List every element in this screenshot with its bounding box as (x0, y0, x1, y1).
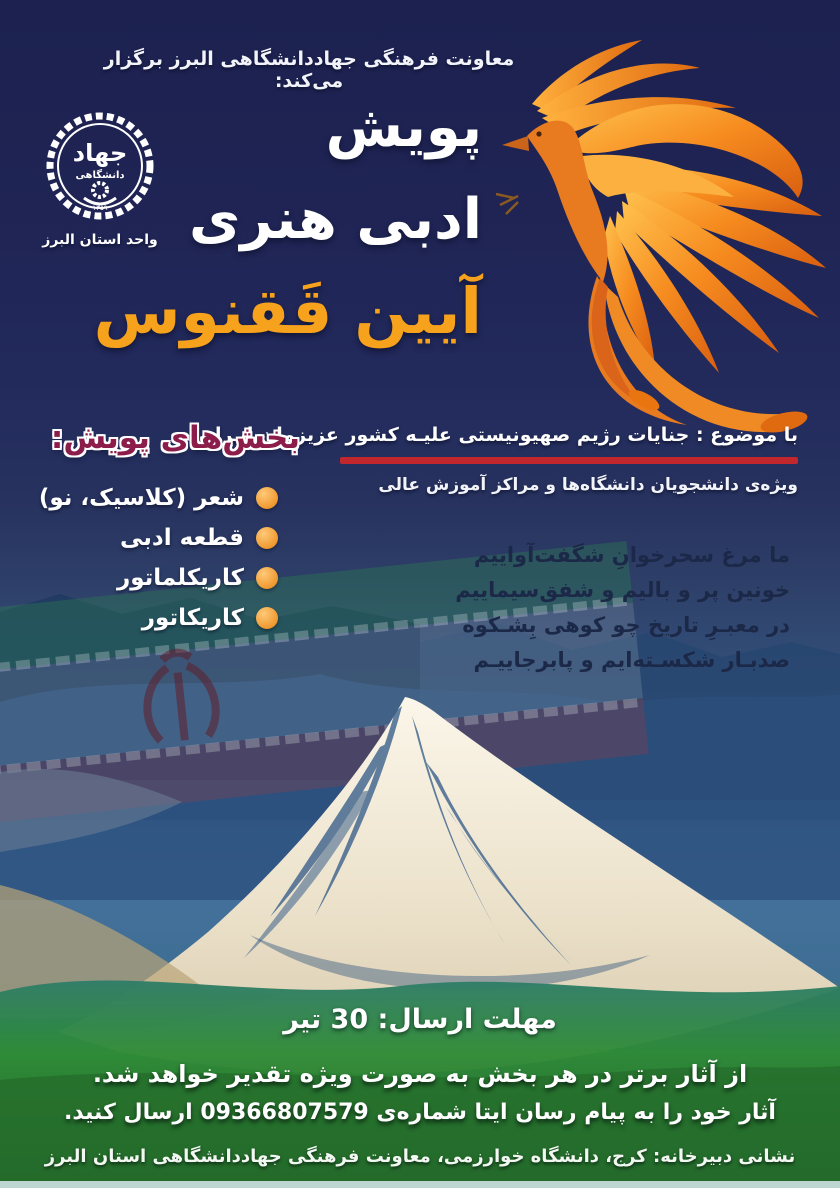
list-item (39, 598, 278, 638)
list-item (39, 478, 278, 518)
svg-text:دانشگاهی: دانشگاهی (75, 170, 125, 181)
list-item-label: کاریکاتور (141, 605, 244, 631)
address-line: نشانی دبیرخانه: کرج، دانشگاه خوارزمی، معاونت فرهنگی جهاددانشگاهی استان البرز (44, 1146, 796, 1167)
subject-topic-line: با موضوع : جنایات رژیم صهیونیستی علیـه کشور عزیزمان ایـران (198, 424, 798, 446)
bullet-icon (256, 567, 278, 589)
audience-line: ویژه‌ی دانشجویان دانشگاه‌ها و مراکز آموزش عالی (378, 475, 798, 495)
sections-list (39, 478, 278, 638)
poem-line: صدبـار شکسـته‌ایم و پابرجاییـم (473, 648, 790, 672)
title-line-2: ادبی هنری (189, 187, 482, 252)
list-item (39, 558, 278, 598)
red-divider (340, 457, 798, 464)
prize-line: از آثار برتر در هر بخش به صورت ویژه تقدیر خواهد شد. (92, 1060, 748, 1088)
poem-line: خونین پر و بالیم و شفق‌سیماییم (455, 578, 790, 602)
svg-text:۱۳۵۹: ۱۳۵۹ (92, 204, 108, 212)
organizer-line: معاونت فرهنگی جهاددانشگاهی البرز برگزار می‌کند: (103, 48, 515, 92)
poem-block (455, 538, 790, 678)
sections-heading: بخش‌های پویش: (50, 420, 300, 456)
title-line-1: پویش (325, 95, 482, 160)
deadline-line: مهلت ارسال: 30 تیر (283, 1004, 557, 1035)
list-item (39, 518, 278, 558)
bullet-icon (256, 487, 278, 509)
list-item-label: قطعه ادبی (120, 525, 244, 551)
poem-line: در معبـرِ تاریخ چو کوهی بِشـکوه (462, 613, 790, 637)
poster-title (93, 95, 482, 348)
list-item-label: کاریکلماتور (116, 565, 244, 591)
logo-caption: واحد استان البرز (42, 232, 158, 248)
bottom-strip (0, 1181, 840, 1188)
poem-line: ما مرغ سحرخوانِ شگفت‌آواییم (473, 543, 790, 567)
list-item-label: شعر (کلاسیک، نو) (38, 485, 244, 511)
submit-line: آثار خود را به پیام رسان ایتا شماره‌ی 09366807579 ارسال کنید. (64, 1100, 776, 1125)
bullet-icon (256, 607, 278, 629)
bullet-icon (256, 527, 278, 549)
title-line-3: آیین قَقنوس (93, 275, 482, 348)
svg-text:جهاد: جهاد (72, 139, 128, 167)
